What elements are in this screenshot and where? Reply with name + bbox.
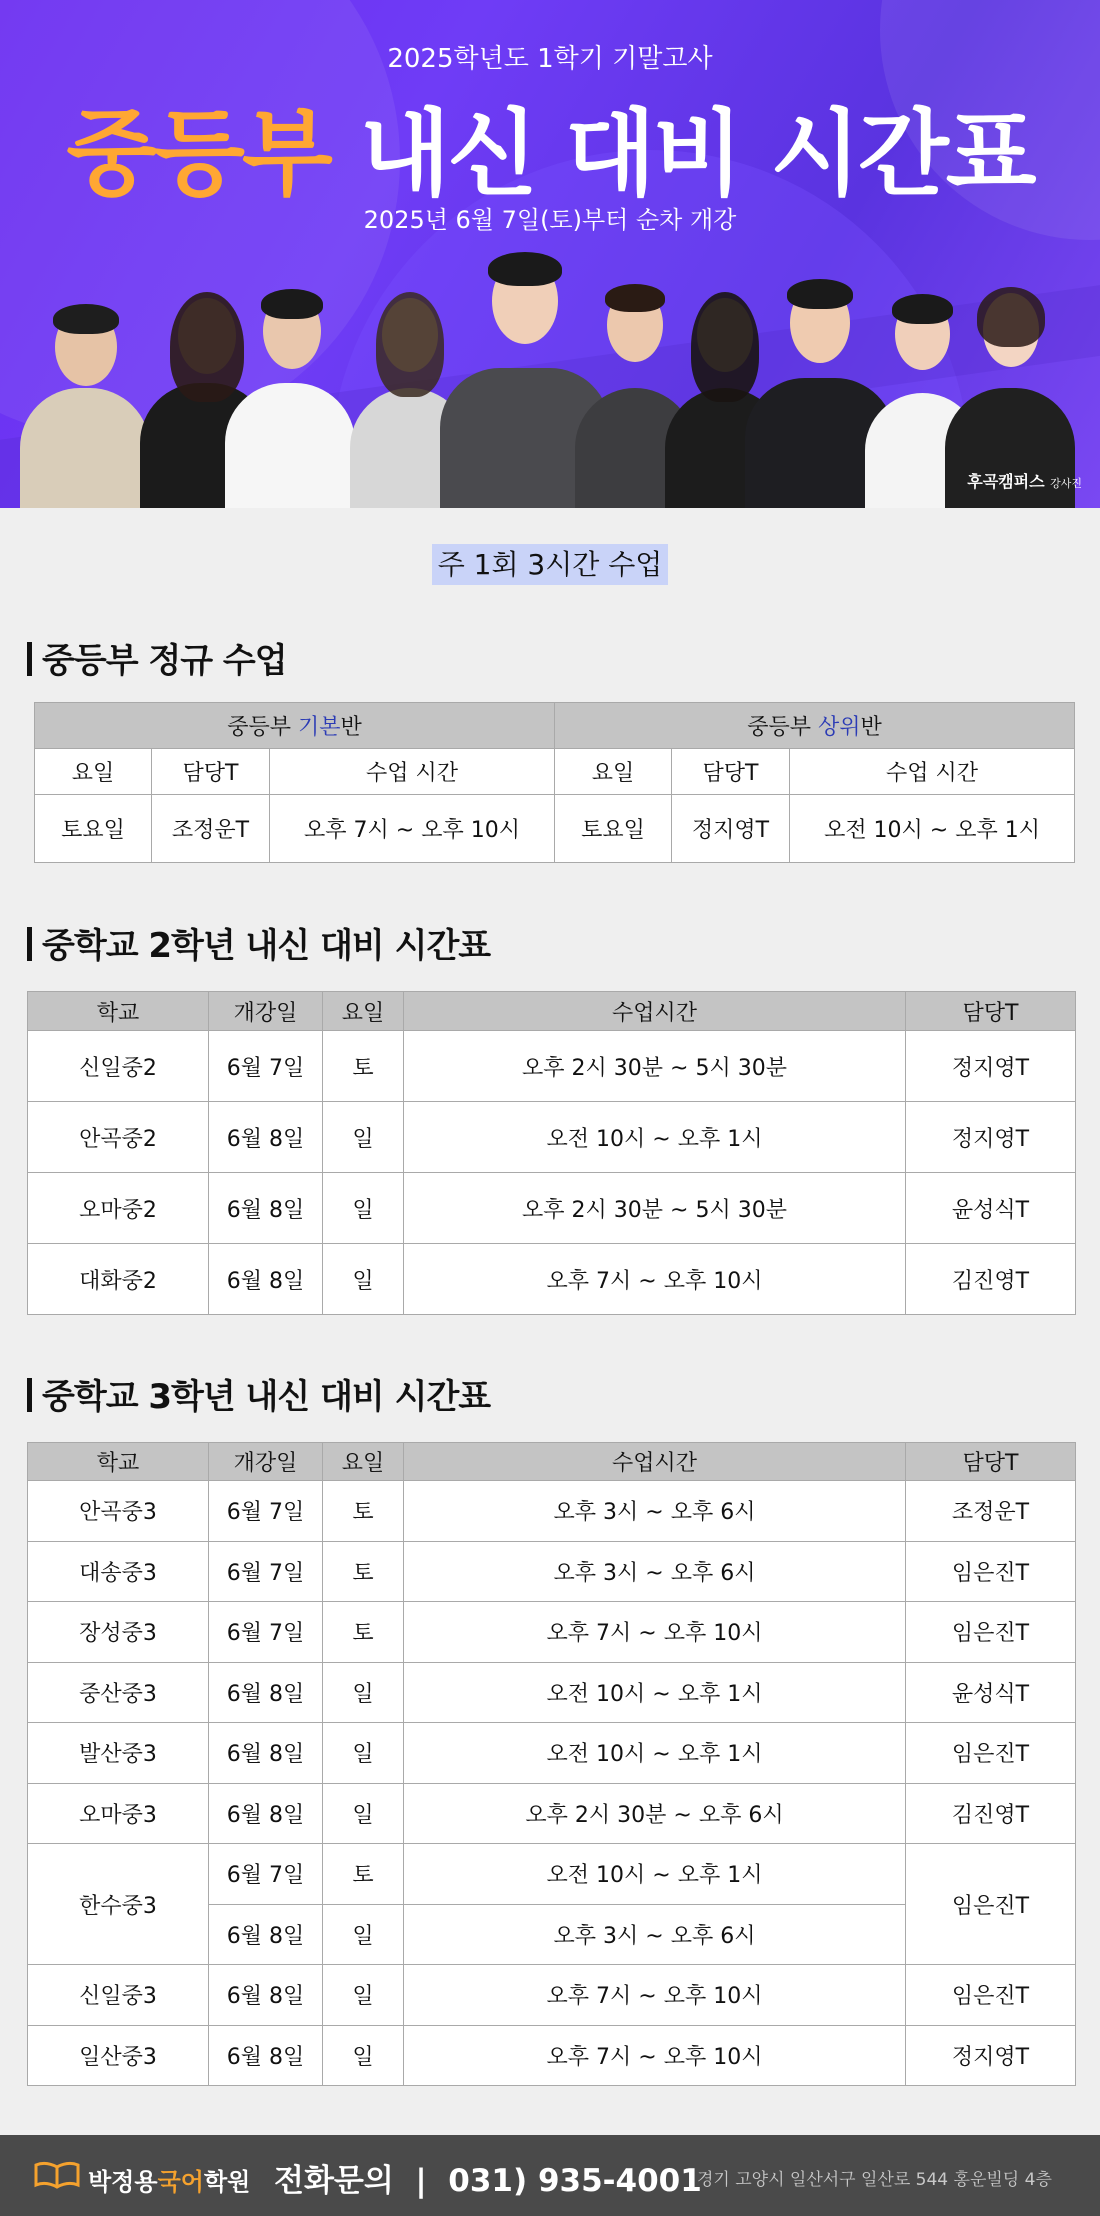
column-header: 수업 시간 [270,749,555,795]
table-cell: 임은진T [906,1844,1076,1965]
column-header: 개강일 [209,992,323,1031]
hero-title-rest: 내신 대비 시간표 [359,100,1034,209]
table-row [35,795,1075,863]
table-cell: 6월 8일 [209,1904,323,1965]
table-cell: 임은진T [906,1541,1076,1602]
column-header: 담당T [906,1443,1076,1481]
table-cell: 오마중3 [28,1783,209,1844]
address: 경기 고양시 일산서구 일산로 544 홍운빌딩 4층 [697,2170,1052,2190]
table-cell: 6월 8일 [209,2025,323,2086]
table-cell: 오전 10시 ~ 오후 1시 [404,1844,906,1905]
table-cell: 오전 10시 ~ 오후 1시 [404,1102,906,1173]
table-cell: 안곡중2 [28,1102,209,1173]
table-cell: 토 [323,1541,404,1602]
footer [0,2135,1100,2216]
regular-schedule-table [34,702,1075,863]
basic-class-header: 중등부 기본반 [35,703,555,749]
table-row [28,1783,1076,1844]
book-icon [34,2159,80,2189]
table-cell: 오후 3시 ~ 오후 6시 [404,1904,906,1965]
table-row [28,1031,1076,1102]
table-cell: 토 [323,1481,404,1542]
table-row [28,1723,1076,1784]
contact-phone[interactable]: 전화문의 | 031) 935-4001 [274,2163,702,2199]
table-row [28,1244,1076,1315]
table-cell: 중산중3 [28,1662,209,1723]
table-cell: 오후 7시 ~ 오후 10시 [404,1244,906,1315]
hero-banner [0,0,1100,508]
column-header: 담당T [906,992,1076,1031]
teacher-photos [0,255,1100,508]
table-cell: 6월 8일 [209,1102,323,1173]
table-cell: 일 [323,1173,404,1244]
table-cell: 6월 8일 [209,1783,323,1844]
table-cell: 오전 10시 ~ 오후 1시 [404,1723,906,1784]
table-cell: 토요일 [35,795,152,863]
table-row [28,1173,1076,1244]
table-cell: 대화중2 [28,1244,209,1315]
hero-subtitle: 2025학년도 1학기 기말고사 [387,44,713,74]
table-cell: 일 [323,2025,404,2086]
table-cell: 조정운T [906,1481,1076,1542]
table-cell: 임은진T [906,1723,1076,1784]
grade2-schedule-table [27,991,1076,1315]
advanced-class-header: 중등부 상위반 [555,703,1075,749]
column-header: 요일 [323,1443,404,1481]
table-cell: 임은진T [906,1965,1076,2026]
table-cell: 일산중3 [28,2025,209,2086]
table-row [28,1481,1076,1542]
table-cell: 신일중2 [28,1031,209,1102]
hero-date-line: 2025년 6월 7일(토)부터 순차 개강 [363,206,737,234]
column-header: 요일 [323,992,404,1031]
table-cell: 6월 8일 [209,1662,323,1723]
table-cell: 오후 7시 ~ 오후 10시 [270,795,555,863]
table-cell: 일 [323,1965,404,2026]
column-header: 개강일 [209,1443,323,1481]
column-header: 요일 [555,749,672,795]
table-cell: 오후 3시 ~ 오후 6시 [404,1541,906,1602]
table-cell: 6월 8일 [209,1244,323,1315]
table-cell: 조정운T [152,795,270,863]
column-header: 수업 시간 [790,749,1075,795]
table-cell: 토요일 [555,795,672,863]
table-cell: 일 [323,1723,404,1784]
column-header: 담당T [672,749,790,795]
section-title-grade3: 중학교 3학년 내신 대비 시간표 [27,1369,490,1418]
table-cell: 토 [323,1031,404,1102]
table-cell: 6월 7일 [209,1031,323,1102]
table-cell: 6월 8일 [209,1173,323,1244]
table-cell: 6월 7일 [209,1481,323,1542]
hero-title-highlight: 중등부 [66,100,330,209]
table-cell: 정지영T [906,1031,1076,1102]
table-cell: 6월 7일 [209,1602,323,1663]
table-cell: 일 [323,1244,404,1315]
table-row [28,1965,1076,2026]
column-header: 학교 [28,992,209,1031]
table-cell: 오전 10시 ~ 오후 1시 [404,1662,906,1723]
column-header: 수업시간 [404,1443,906,1481]
table-cell: 토 [323,1602,404,1663]
table-cell: 김진영T [906,1783,1076,1844]
table-cell: 임은진T [906,1602,1076,1663]
table-cell: 김진영T [906,1244,1076,1315]
table-cell: 정지영T [906,1102,1076,1173]
table-cell: 대송중3 [28,1541,209,1602]
table-cell: 6월 7일 [209,1541,323,1602]
table-cell: 윤성식T [906,1662,1076,1723]
table-cell: 6월 8일 [209,1723,323,1784]
table-cell: 일 [323,1102,404,1173]
table-cell: 오후 7시 ~ 오후 10시 [404,2025,906,2086]
table-cell: 일 [323,1662,404,1723]
table-row [28,1541,1076,1602]
section-title-regular: 중등부 정규 수업 [27,633,287,682]
column-header: 담당T [152,749,270,795]
table-cell: 오후 3시 ~ 오후 6시 [404,1481,906,1542]
table-row [28,1662,1076,1723]
teacher-photo [20,308,150,508]
table-row [28,2025,1076,2086]
table-cell: 토 [323,1844,404,1905]
table-cell: 정지영T [672,795,790,863]
table-row [28,1102,1076,1173]
academy-logo: 박정용국어학원 [88,2168,251,2196]
table-cell: 오후 7시 ~ 오후 10시 [404,1602,906,1663]
table-cell: 오후 2시 30분 ~ 오후 6시 [404,1783,906,1844]
grade3-schedule-table [27,1442,1076,2086]
table-cell: 신일중3 [28,1965,209,2026]
table-cell: 일 [323,1783,404,1844]
teacher-photo [225,293,355,508]
class-note-text: 주 1회 3시간 수업 [432,544,669,585]
column-header: 수업시간 [404,992,906,1031]
table-cell: 오마중2 [28,1173,209,1244]
section-title-grade2: 중학교 2학년 내신 대비 시간표 [27,918,490,967]
table-cell: 오후 2시 30분 ~ 5시 30분 [404,1031,906,1102]
hero-title [0,78,1100,213]
class-note [0,543,1100,583]
photo-credit: 후곡캠퍼스 강사진 [967,472,1082,491]
table-cell: 일 [323,1904,404,1965]
table-cell: 오후 2시 30분 ~ 5시 30분 [404,1173,906,1244]
table-cell: 6월 7일 [209,1844,323,1905]
table-cell: 윤성식T [906,1173,1076,1244]
table-cell: 정지영T [906,2025,1076,2086]
column-header: 학교 [28,1443,209,1481]
table-cell: 발산중3 [28,1723,209,1784]
table-row [28,1602,1076,1663]
table-cell: 6월 8일 [209,1965,323,2026]
table-cell: 안곡중3 [28,1481,209,1542]
table-cell: 장성중3 [28,1602,209,1663]
table-cell: 한수중3 [28,1844,209,1965]
table-row [28,1844,1076,1905]
table-cell: 오후 7시 ~ 오후 10시 [404,1965,906,2026]
column-header: 요일 [35,749,152,795]
table-cell: 오전 10시 ~ 오후 1시 [790,795,1075,863]
